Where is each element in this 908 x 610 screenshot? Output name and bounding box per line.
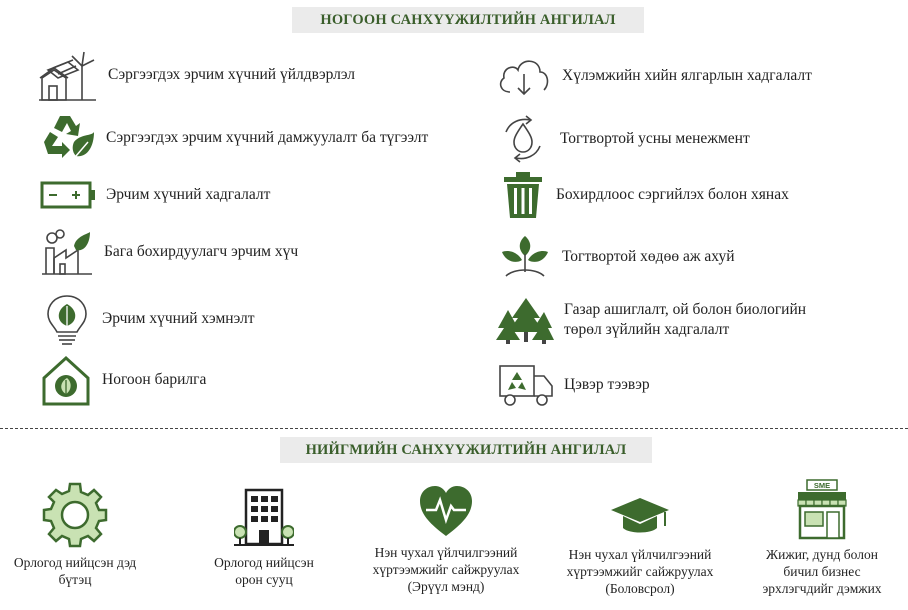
social-label-line2: хүртээмжийг сайжруулах (566, 564, 714, 579)
social-label-line1: Орлогод нийцсэн дэд (13, 555, 137, 570)
green-item-clean-transport (498, 362, 650, 408)
social-label-line2: бичил бизнес (783, 564, 861, 579)
social-item-infrastructure (0, 482, 165, 588)
social-label-line3: эрхлэгчдийг дэмжих (762, 581, 882, 596)
social-label-line2: хүртээмжийг сайжруулах (372, 562, 520, 577)
factory-leaf-icon (40, 228, 94, 276)
section-divider (0, 428, 908, 429)
item-label-line2: төрөл зүйлийн хадгалалт (564, 321, 730, 338)
item-label (564, 300, 806, 340)
social-label (732, 546, 908, 597)
social-label-line2: бүтэц (58, 572, 92, 587)
item-label: Цэвэр тээвэр (564, 376, 650, 393)
trash-bin-icon (500, 170, 546, 220)
social-label-line1: Нэн чухал үйлчилгээний (568, 547, 712, 562)
graduation-cap-icon (609, 494, 671, 540)
social-item-sme (732, 478, 908, 597)
battery-icon (40, 180, 96, 210)
item-label: Бага бохирдуулагч эрчим хүч (104, 243, 299, 260)
forest-trees-icon (496, 296, 554, 344)
green-item-energy-storage (40, 180, 270, 210)
green-item-renewable-production (38, 48, 355, 102)
social-label (0, 554, 165, 588)
green-item-energy-efficiency (42, 292, 254, 346)
item-label: Ногоон барилга (102, 371, 207, 388)
item-label: Тогтвортой усны менежмент (560, 130, 750, 147)
social-label (356, 544, 536, 595)
green-item-water-management (496, 112, 750, 166)
item-label: Сэргээгдэх эрчим хүчний үйлдвэрлэл (108, 66, 355, 83)
green-item-pollution-prevention (500, 170, 789, 220)
sme-store-icon (793, 478, 851, 540)
green-item-low-emission (40, 228, 298, 276)
social-label-line3: (Боловсрол) (605, 581, 675, 596)
recycle-truck-icon (498, 362, 554, 408)
water-drop-cycle-icon (496, 112, 550, 166)
gear-icon (42, 482, 108, 548)
green-item-sustainable-agriculture (498, 232, 735, 282)
green-item-renewable-transmission (40, 112, 428, 164)
item-label: Эрчим хүчний хэмнэлт (102, 310, 255, 327)
green-item-green-building (40, 354, 206, 406)
item-label: Эрчим хүчний хадгалалт (106, 186, 271, 203)
sme-badge: SME (813, 481, 831, 490)
green-item-land-use-biodiversity (496, 296, 806, 344)
green-house-icon (40, 354, 92, 406)
item-label: Сэргээгдэх эрчим хүчний дамжуулалт ба түгээлт (106, 129, 429, 146)
social-finance-header: НИЙГМИЙН САНХҮҮЖИЛТИЙН АНГИЛАЛ (280, 437, 652, 463)
social-label-line2: орон сууц (235, 572, 293, 587)
heart-pulse-icon (418, 484, 474, 538)
item-label: Тогтвортой хөдөө аж ахуй (562, 248, 735, 265)
social-item-education (550, 494, 730, 597)
plant-leaves-icon (498, 232, 552, 282)
social-item-health (356, 484, 536, 595)
item-label: Хүлэмжийн хийн ялгарлын хадгалалт (562, 67, 812, 84)
item-label: Бохирдлоос сэргийлэх болон хянах (556, 186, 789, 203)
social-label-line1: Орлогод нийцсэн (214, 555, 314, 570)
lightbulb-leaf-icon (42, 292, 92, 346)
social-label (550, 546, 730, 597)
social-label-line1: Жижиг, дунд болон (766, 547, 878, 562)
social-label-line3: (Эрүүл мэнд) (407, 579, 485, 594)
solar-wind-house-icon (38, 48, 98, 102)
green-item-ghg-reduction (496, 54, 812, 98)
social-label-line1: Нэн чухал үйлчилгээний (374, 545, 518, 560)
cloud-download-icon (496, 54, 552, 98)
social-label (174, 554, 354, 588)
green-finance-header: НОГООН САНХҮҮЖИЛТИЙН АНГИЛАЛ (292, 7, 644, 33)
apartment-building-icon (234, 486, 294, 548)
item-label-line1: Газар ашиглалт, ой болон биологийн (564, 301, 807, 318)
recycle-leaf-icon (40, 112, 96, 164)
social-item-housing (174, 486, 354, 588)
